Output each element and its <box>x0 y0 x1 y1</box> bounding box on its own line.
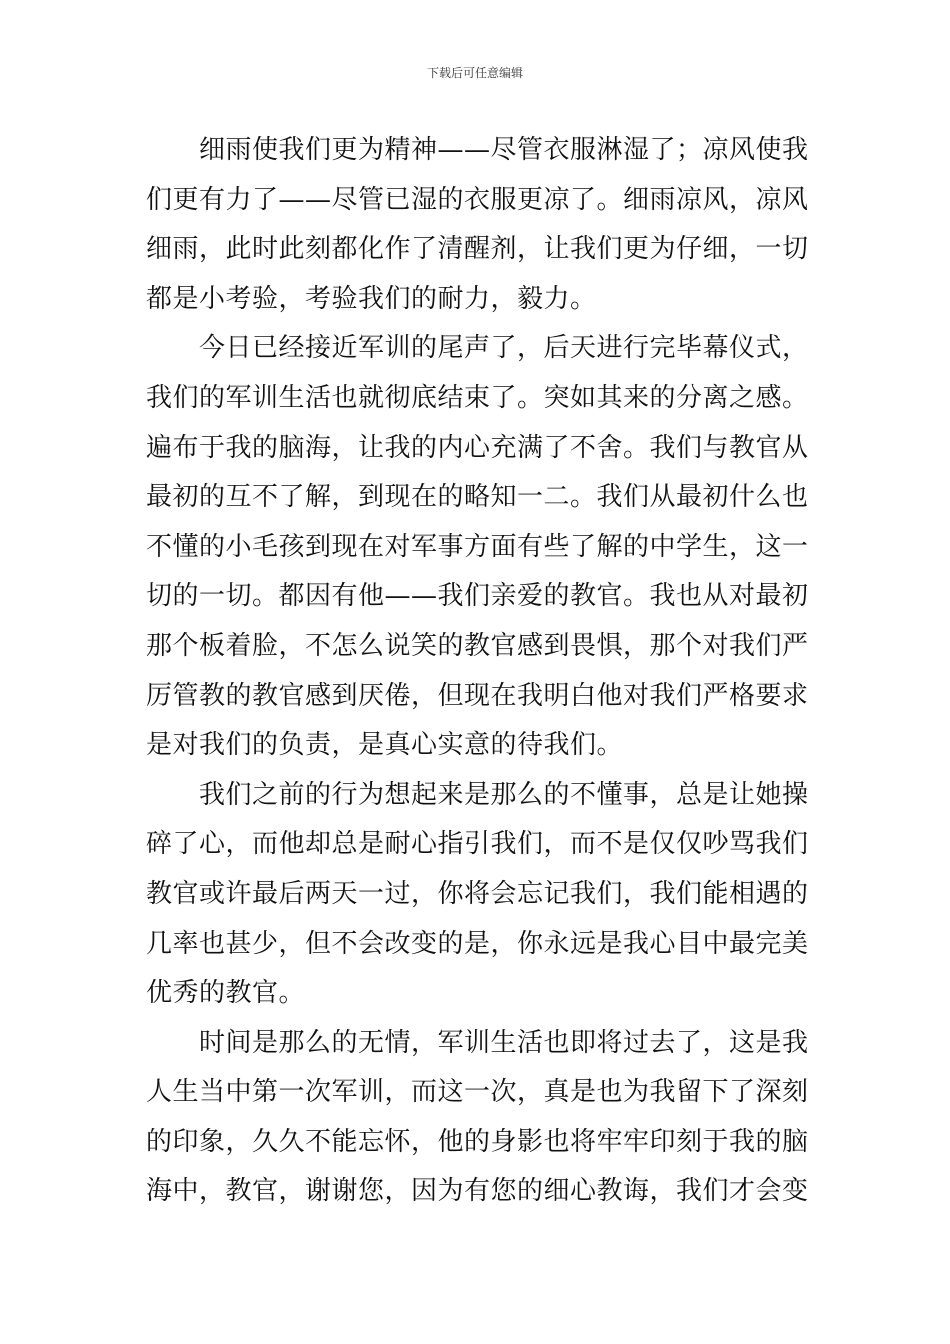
text-line: 切的一切。都因有他——我们亲爱的教官。我也从对最初 <box>146 581 809 612</box>
document-body <box>146 126 809 1217</box>
text-line: 都是小考验，考验我们的耐力，毅力。 <box>146 283 597 314</box>
text-line: 海中，教官，谢谢您，因为有您的细心教诲，我们才会变 <box>146 1176 809 1207</box>
text-line: 人生当中第一次军训，而这一次，真是也为我留下了深刻 <box>146 1077 809 1108</box>
text-line: 那个板着脸，不怎么说笑的教官感到畏惧，那个对我们严 <box>146 630 809 661</box>
text-line: 几率也甚少，但不会改变的是，你永远是我心目中最完美 <box>146 928 809 959</box>
text-line: 优秀的教官。 <box>146 978 306 1009</box>
page-header: 下载后可任意编辑 <box>426 66 523 80</box>
paragraph-1 <box>146 126 809 324</box>
paragraph-2 <box>146 324 809 770</box>
text-line: 我们之前的行为想起来是那么的不懂事，总是让她操 <box>199 779 809 810</box>
text-line: 不懂的小毛孩到现在对军事方面有些了解的中学生，这一 <box>146 531 809 562</box>
text-line: 细雨使我们更为精神——尽管衣服淋湿了；凉风使我 <box>199 135 809 165</box>
text-line: 遍布于我的脑海，让我的内心充满了不舍。我们与教官从 <box>146 432 809 463</box>
text-line: 我们的军训生活也就彻底结束了。突如其来的分离之感。 <box>146 382 809 413</box>
text-line: 碎了心，而他却总是耐心指引我们，而不是仅仅吵骂我们 <box>146 829 809 860</box>
text-line: 时间是那么的无情，军训生活也即将过去了，这是我 <box>199 1027 809 1058</box>
paragraph-4 <box>146 1019 809 1217</box>
text-line: 们更有力了——尽管已湿的衣服更凉了。细雨凉风，凉风 <box>146 184 809 215</box>
text-line: 是对我们的负责，是真心实意的待我们。 <box>146 730 624 761</box>
text-line: 最初的互不了解，到现在的略知一二。我们从最初什么也 <box>146 482 809 513</box>
text-line: 教官或许最后两天一过，你将会忘记我们，我们能相遇的 <box>146 878 809 909</box>
text-line: 的印象，久久不能忘怀，他的身影也将牢牢印刻于我的脑 <box>146 1126 809 1157</box>
paragraph-3 <box>146 771 809 1019</box>
text-line: 细雨，此时此刻都化作了清醒剂，让我们更为仔细，一切 <box>146 234 809 265</box>
text-line: 厉管教的教官感到厌倦，但现在我明白他对我们严格要求 <box>146 680 809 711</box>
text-line: 今日已经接近军训的尾声了，后天进行完毕幕仪式， <box>199 333 809 364</box>
